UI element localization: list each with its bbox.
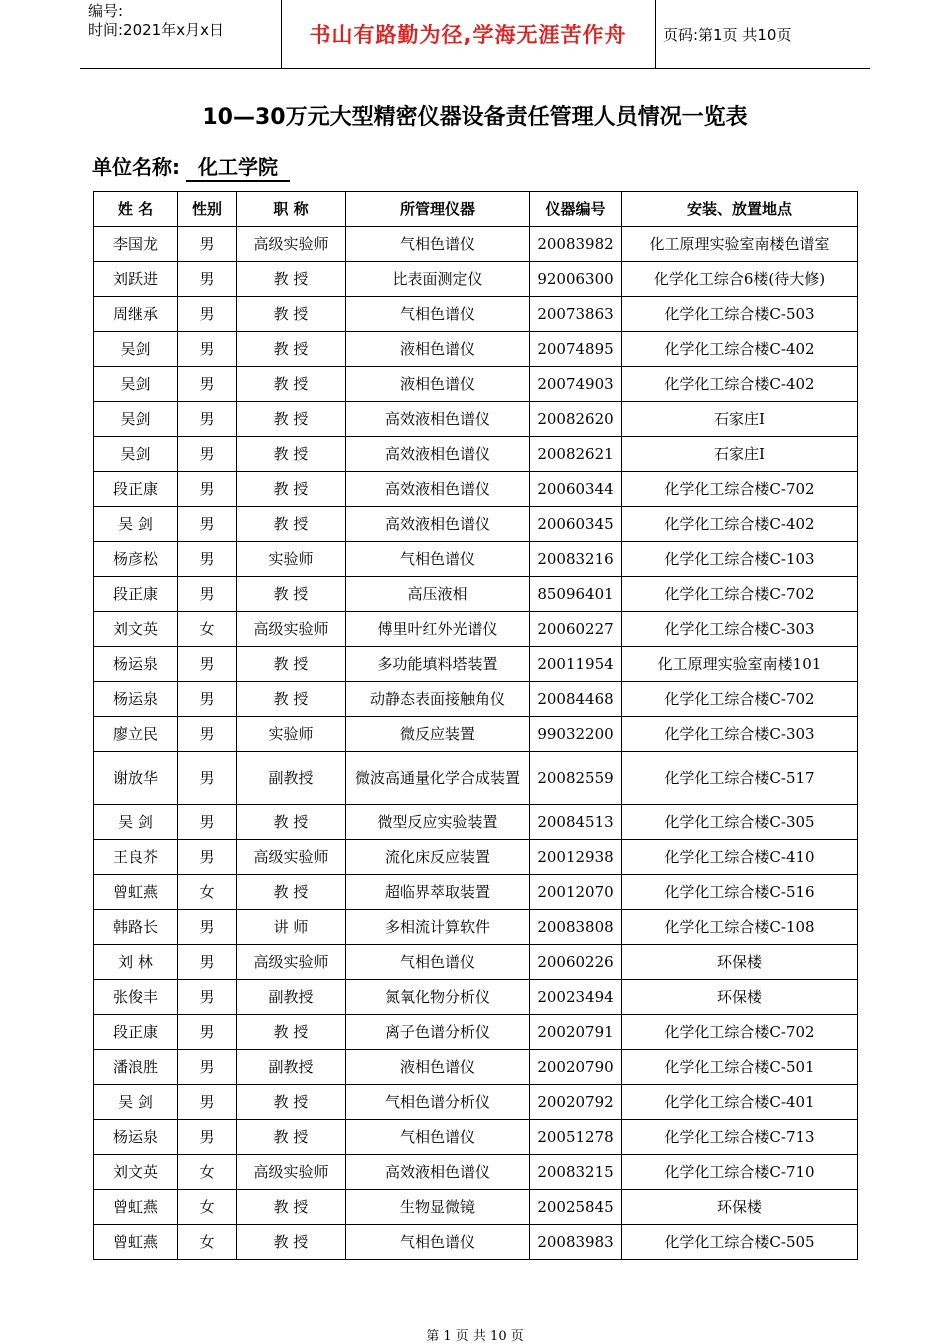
- instrument-cell: 液相色谱仪: [346, 332, 530, 367]
- name-cell: 杨运泉: [94, 1120, 178, 1155]
- column-header: 安装、放置地点: [622, 192, 858, 227]
- gender-cell: 男: [178, 297, 237, 332]
- gender-cell: 男: [178, 332, 237, 367]
- location-cell: 环保楼: [622, 945, 858, 980]
- time-label: 时间:2021年x月x日: [88, 21, 224, 39]
- table-row: [94, 297, 858, 332]
- header-meta: [88, 2, 284, 40]
- instrument-id-cell: 85096401: [530, 577, 622, 612]
- instrument-id-cell: 20012070: [530, 875, 622, 910]
- table-row: [94, 682, 858, 717]
- location-cell: 化学化工综合楼C-517: [622, 752, 858, 805]
- gender-cell: 男: [178, 402, 237, 437]
- instrument-cell: 气相色谱仪: [346, 945, 530, 980]
- instrument-id-cell: 20084468: [530, 682, 622, 717]
- title-cell: 教 授: [237, 1015, 346, 1050]
- table-row: [94, 227, 858, 262]
- column-header: 职 称: [237, 192, 346, 227]
- name-cell: 刘文英: [94, 1155, 178, 1190]
- name-cell: 吴剑: [94, 402, 178, 437]
- gender-cell: 女: [178, 1155, 237, 1190]
- instrument-cell: 气相色谱分析仪: [346, 1085, 530, 1120]
- gender-cell: 男: [178, 910, 237, 945]
- unit-value: 化工学院: [186, 154, 290, 182]
- instrument-cell: 氮氧化物分析仪: [346, 980, 530, 1015]
- name-cell: 吴 剑: [94, 507, 178, 542]
- instrument-id-cell: 20083983: [530, 1225, 622, 1260]
- name-cell: 吴 剑: [94, 1085, 178, 1120]
- page-header: [80, 0, 870, 69]
- instrument-cell: 气相色谱仪: [346, 1120, 530, 1155]
- instrument-cell: 液相色谱仪: [346, 367, 530, 402]
- table-row: [94, 1050, 858, 1085]
- instrument-id-cell: 20082559: [530, 752, 622, 805]
- table-row: [94, 980, 858, 1015]
- name-cell: 段正康: [94, 1015, 178, 1050]
- instrument-cell: 气相色谱仪: [346, 297, 530, 332]
- column-header: 性别: [178, 192, 237, 227]
- instrument-cell: 气相色谱仪: [346, 542, 530, 577]
- title-cell: 教 授: [237, 647, 346, 682]
- gender-cell: 男: [178, 805, 237, 840]
- title-cell: 教 授: [237, 507, 346, 542]
- name-cell: 吴剑: [94, 332, 178, 367]
- location-cell: 化学化工综合楼C-710: [622, 1155, 858, 1190]
- title-cell: 讲 师: [237, 910, 346, 945]
- title-cell: 教 授: [237, 577, 346, 612]
- instrument-cell: 比表面测定仪: [346, 262, 530, 297]
- gender-cell: 男: [178, 1050, 237, 1085]
- instrument-id-cell: 20060344: [530, 472, 622, 507]
- instrument-id-cell: 20073863: [530, 297, 622, 332]
- title-cell: 实验师: [237, 717, 346, 752]
- instrument-cell: 超临界萃取装置: [346, 875, 530, 910]
- table-row: [94, 507, 858, 542]
- gender-cell: 男: [178, 437, 237, 472]
- location-cell: 石家庄I: [622, 402, 858, 437]
- name-cell: 吴 剑: [94, 805, 178, 840]
- instrument-cell: 流化床反应装置: [346, 840, 530, 875]
- name-cell: 杨运泉: [94, 682, 178, 717]
- number-label: 编号:: [88, 2, 124, 20]
- gender-cell: 女: [178, 1225, 237, 1260]
- name-cell: 韩路长: [94, 910, 178, 945]
- title-cell: 高级实验师: [237, 612, 346, 647]
- gender-cell: 男: [178, 717, 237, 752]
- location-cell: 化学化工综合楼C-702: [622, 472, 858, 507]
- instrument-id-cell: 20011954: [530, 647, 622, 682]
- table-row: [94, 945, 858, 980]
- name-cell: 周继承: [94, 297, 178, 332]
- instrument-id-cell: 20025845: [530, 1190, 622, 1225]
- column-header: 姓 名: [94, 192, 178, 227]
- gender-cell: 女: [178, 1190, 237, 1225]
- location-cell: 环保楼: [622, 980, 858, 1015]
- table-row: [94, 437, 858, 472]
- instrument-id-cell: 20051278: [530, 1120, 622, 1155]
- location-cell: 化学化工综合楼C-402: [622, 367, 858, 402]
- header-divider: [655, 0, 656, 68]
- gender-cell: 男: [178, 752, 237, 805]
- name-cell: 王良芥: [94, 840, 178, 875]
- gender-cell: 男: [178, 262, 237, 297]
- instrument-cell: 生物显微镜: [346, 1190, 530, 1225]
- table-row: [94, 1120, 858, 1155]
- location-cell: 化学化工综合楼C-402: [622, 332, 858, 367]
- instrument-id-cell: 20060226: [530, 945, 622, 980]
- table-row: [94, 805, 858, 840]
- gender-cell: 男: [178, 840, 237, 875]
- name-cell: 曾虹燕: [94, 875, 178, 910]
- table-row: [94, 1225, 858, 1260]
- gender-cell: 男: [178, 1015, 237, 1050]
- location-cell: 化学化工综合楼C-305: [622, 805, 858, 840]
- location-cell: 化学化工综合6楼(待大修): [622, 262, 858, 297]
- location-cell: 化学化工综合楼C-103: [622, 542, 858, 577]
- instrument-cell: 离子色谱分析仪: [346, 1015, 530, 1050]
- instrument-cell: 气相色谱仪: [346, 227, 530, 262]
- title-cell: 高级实验师: [237, 227, 346, 262]
- gender-cell: 男: [178, 542, 237, 577]
- instrument-id-cell: 20083982: [530, 227, 622, 262]
- page-title: 10—30万元大型精密仪器设备责任管理人员情况一览表: [202, 105, 748, 130]
- gender-cell: 女: [178, 875, 237, 910]
- title-cell: 教 授: [237, 1085, 346, 1120]
- title-cell: 教 授: [237, 875, 346, 910]
- location-cell: 化学化工综合楼C-410: [622, 840, 858, 875]
- instrument-cell: 动静态表面接触角仪: [346, 682, 530, 717]
- gender-cell: 男: [178, 1120, 237, 1155]
- table-row: [94, 840, 858, 875]
- instrument-cell: 多相流计算软件: [346, 910, 530, 945]
- location-cell: 化学化工综合楼C-503: [622, 297, 858, 332]
- page-indicator: 页码:第1页 共10页: [663, 26, 792, 44]
- location-cell: 化工原理实验室南楼101: [622, 647, 858, 682]
- table-row: [94, 875, 858, 910]
- gender-cell: 男: [178, 227, 237, 262]
- location-cell: 化学化工综合楼C-402: [622, 507, 858, 542]
- title-cell: 教 授: [237, 1120, 346, 1155]
- name-cell: 谢放华: [94, 752, 178, 805]
- name-cell: 李国龙: [94, 227, 178, 262]
- gender-cell: 男: [178, 682, 237, 717]
- table-row: [94, 910, 858, 945]
- title-cell: 教 授: [237, 682, 346, 717]
- title-cell: 副教授: [237, 1050, 346, 1085]
- location-cell: 化学化工综合楼C-501: [622, 1050, 858, 1085]
- location-cell: 化学化工综合楼C-702: [622, 1015, 858, 1050]
- instrument-id-cell: 20020791: [530, 1015, 622, 1050]
- instrument-cell: 微型反应实验装置: [346, 805, 530, 840]
- name-cell: 廖立民: [94, 717, 178, 752]
- instrument-cell: 高压液相: [346, 577, 530, 612]
- instrument-id-cell: 20074895: [530, 332, 622, 367]
- table-row: [94, 1190, 858, 1225]
- table-row: [94, 1015, 858, 1050]
- name-cell: 杨运泉: [94, 647, 178, 682]
- table-row: [94, 472, 858, 507]
- instrument-cell: 高效液相色谱仪: [346, 472, 530, 507]
- unit-line: [92, 151, 290, 182]
- location-cell: 化工原理实验室南楼色谱室: [622, 227, 858, 262]
- title-cell: 教 授: [237, 262, 346, 297]
- table-row: [94, 542, 858, 577]
- location-cell: 化学化工综合楼C-303: [622, 717, 858, 752]
- title-cell: 教 授: [237, 402, 346, 437]
- location-cell: 化学化工综合楼C-108: [622, 910, 858, 945]
- name-cell: 杨彦松: [94, 542, 178, 577]
- title-cell: 副教授: [237, 752, 346, 805]
- title-cell: 教 授: [237, 297, 346, 332]
- title-cell: 高级实验师: [237, 945, 346, 980]
- table-row: [94, 1155, 858, 1190]
- instrument-cell: 液相色谱仪: [346, 1050, 530, 1085]
- location-cell: 化学化工综合楼C-702: [622, 682, 858, 717]
- table-row: [94, 752, 858, 805]
- instrument-id-cell: 20082620: [530, 402, 622, 437]
- instrument-cell: 多功能填料塔装置: [346, 647, 530, 682]
- location-cell: 石家庄I: [622, 437, 858, 472]
- header-motto: 书山有路勤为径,学海无涯苦作舟: [309, 23, 627, 47]
- title-cell: 教 授: [237, 1190, 346, 1225]
- instrument-id-cell: 99032200: [530, 717, 622, 752]
- location-cell: 化学化工综合楼C-713: [622, 1120, 858, 1155]
- instrument-cell: 高效液相色谱仪: [346, 402, 530, 437]
- name-cell: 段正康: [94, 472, 178, 507]
- instrument-cell: 气相色谱仪: [346, 1225, 530, 1260]
- instrument-cell: 微反应装置: [346, 717, 530, 752]
- gender-cell: 男: [178, 507, 237, 542]
- table-row: [94, 332, 858, 367]
- title-cell: 教 授: [237, 472, 346, 507]
- table-row: [94, 612, 858, 647]
- table-row: [94, 367, 858, 402]
- instrument-cell: 微波高通量化学合成装置: [346, 752, 530, 805]
- location-cell: 化学化工综合楼C-401: [622, 1085, 858, 1120]
- table-row: [94, 1085, 858, 1120]
- unit-label: 单位名称:: [92, 155, 180, 179]
- title-cell: 教 授: [237, 437, 346, 472]
- location-cell: 化学化工综合楼C-505: [622, 1225, 858, 1260]
- title-cell: 高级实验师: [237, 1155, 346, 1190]
- instrument-cell: 高效液相色谱仪: [346, 437, 530, 472]
- instrument-id-cell: 20020792: [530, 1085, 622, 1120]
- column-header: 所管理仪器: [346, 192, 530, 227]
- instrument-id-cell: 20060345: [530, 507, 622, 542]
- name-cell: 潘浪胜: [94, 1050, 178, 1085]
- gender-cell: 男: [178, 945, 237, 980]
- name-cell: 曾虹燕: [94, 1190, 178, 1225]
- title-cell: 高级实验师: [237, 840, 346, 875]
- title-cell: 教 授: [237, 367, 346, 402]
- instrument-id-cell: 20083808: [530, 910, 622, 945]
- instrument-cell: 傅里叶红外光谱仪: [346, 612, 530, 647]
- gender-cell: 男: [178, 980, 237, 1015]
- name-cell: 刘跃进: [94, 262, 178, 297]
- instrument-cell: 高效液相色谱仪: [346, 1155, 530, 1190]
- page-footer: 第 1 页 共 10 页: [426, 1329, 524, 1344]
- title-cell: 教 授: [237, 805, 346, 840]
- gender-cell: 男: [178, 1085, 237, 1120]
- instrument-id-cell: 20012938: [530, 840, 622, 875]
- name-cell: 吴剑: [94, 437, 178, 472]
- name-cell: 曾虹燕: [94, 1225, 178, 1260]
- table-header-row: [94, 192, 858, 227]
- location-cell: 化学化工综合楼C-303: [622, 612, 858, 647]
- instrument-id-cell: 20020790: [530, 1050, 622, 1085]
- gender-cell: 男: [178, 577, 237, 612]
- name-cell: 吴剑: [94, 367, 178, 402]
- instrument-id-cell: 20082621: [530, 437, 622, 472]
- instrument-id-cell: 20060227: [530, 612, 622, 647]
- gender-cell: 男: [178, 367, 237, 402]
- staff-table: [93, 191, 858, 1260]
- instrument-id-cell: 20023494: [530, 980, 622, 1015]
- location-cell: 环保楼: [622, 1190, 858, 1225]
- location-cell: 化学化工综合楼C-702: [622, 577, 858, 612]
- instrument-id-cell: 20083215: [530, 1155, 622, 1190]
- gender-cell: 男: [178, 472, 237, 507]
- title-cell: 实验师: [237, 542, 346, 577]
- gender-cell: 男: [178, 647, 237, 682]
- table-row: [94, 647, 858, 682]
- instrument-cell: 高效液相色谱仪: [346, 507, 530, 542]
- instrument-id-cell: 20074903: [530, 367, 622, 402]
- name-cell: 刘文英: [94, 612, 178, 647]
- instrument-id-cell: 20083216: [530, 542, 622, 577]
- table-row: [94, 577, 858, 612]
- table-row: [94, 262, 858, 297]
- title-cell: 教 授: [237, 332, 346, 367]
- table-row: [94, 402, 858, 437]
- gender-cell: 女: [178, 612, 237, 647]
- name-cell: 段正康: [94, 577, 178, 612]
- title-cell: 教 授: [237, 1225, 346, 1260]
- title-cell: 副教授: [237, 980, 346, 1015]
- name-cell: 刘 林: [94, 945, 178, 980]
- name-cell: 张俊丰: [94, 980, 178, 1015]
- instrument-id-cell: 92006300: [530, 262, 622, 297]
- table-body: [94, 227, 858, 1260]
- location-cell: 化学化工综合楼C-516: [622, 875, 858, 910]
- column-header: 仪器编号: [530, 192, 622, 227]
- instrument-id-cell: 20084513: [530, 805, 622, 840]
- table-row: [94, 717, 858, 752]
